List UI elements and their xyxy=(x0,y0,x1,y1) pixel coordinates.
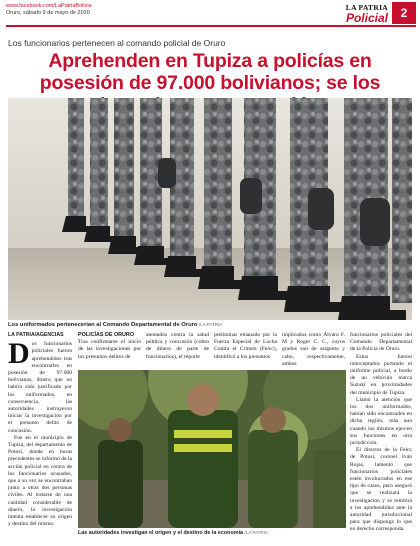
article-body xyxy=(8,332,412,542)
column-5: implicados como Álvaro F. M y Roger C. C., cuyos grados son de sargento y cabo, respectivamente, ambos xyxy=(282,332,345,367)
lead-text: os funcionarios policiales fueron aprehendidos tras encontrarles en posesión de 97.000 bolivianos, dinero que no habría sido justificado por los uniformados, en consecuencia, las autoridades instruyeron iniciar la investigación por el presunto delito de concusión. xyxy=(8,341,72,434)
secondary-photo-caption xyxy=(78,530,268,536)
secondary-photo-officers xyxy=(78,370,346,528)
page-number: 2 xyxy=(392,2,416,24)
lead-paragraph xyxy=(8,337,72,435)
web-link[interactable]: www.facebook.com/LaPatriaBolivia xyxy=(6,3,92,9)
drop-cap: D xyxy=(8,337,30,371)
column-2 xyxy=(78,332,141,361)
main-caption-credit: /LA PATRIA xyxy=(199,322,223,327)
column-2-text: Tras confirmarse el inicio de las investigaciones por los presuntos delitos de xyxy=(78,339,141,360)
brand xyxy=(346,3,388,24)
subheading-policias: POLICÍAS DE ORURO xyxy=(78,332,135,338)
column-6-p3: Llamó la atención que los dos uniformados, habían sido encontrados en dicha región, más aun cuando los mismos ejercen sus funciones en otra jurisdicción. xyxy=(350,396,412,447)
masthead-rule xyxy=(6,25,416,27)
headline: Aprehenden en Tupiza a policías en posesión de 97.000 bolivianos; se los xyxy=(39,50,381,94)
main-caption-text: Los uniformados pertenecerían al Comando Departamental de Oruro xyxy=(8,322,198,328)
secondary-caption-credit: /LA PATRIA xyxy=(244,530,268,535)
column-3: atentados contra la salud pública y concusión (cobro de dinero de parte de funcionarios), el reporte xyxy=(146,332,209,360)
kicker: Los funcionarios pertenecen al comando policial de Oruro xyxy=(8,38,226,48)
byline: LA PATRIA/AGENCIAS xyxy=(8,332,64,338)
column-6-p2: Estos fueron interceptados portando el uniforme policial, a bordo de un vehículo marca Suzuki en proximidades del municipio de Tupiza. xyxy=(350,353,412,396)
column-4: preliminar emanado por la Fuerza Especial de Lucha Contra el Crimen (Felcc), identificó a los presuntos xyxy=(214,332,277,360)
column-1 xyxy=(8,332,72,528)
masthead-info xyxy=(6,3,92,17)
main-photo-caption xyxy=(8,322,222,328)
issue-date: Oruro, sábado 9 de mayo de 2020 xyxy=(6,10,90,16)
paper-name: LA PATRIA xyxy=(345,3,388,12)
main-photo-soldiers-boots xyxy=(8,98,412,320)
paragraph-tupiza: Fue en el municipio de Tupiza, del departamento de Potosí, donde en horas precedentes se informó de la acción policial en contra de los funcionarios acusados, que a su vez se encontraban junto a otras dos personas civiles. Al tratarse de una cantidad considerable de dinero, la investigación intenta establecer su origen y destino del mismo. xyxy=(8,434,72,528)
column-6-p1: funcionarios policiales del Comando Departamental de la Policía de Oruro. xyxy=(350,332,412,353)
top-columns xyxy=(78,332,346,368)
column-6-p4: El director de la Felcc de Potosí, coronel Iván Rojas, lamentó que funcionarios policiales estén involucrados en ese tipo de casos, pero aseguró que se realizará la investigación y se remitirá a los aprehendidos ante la autoridad jurisdiccional para que disponga lo que en derecho corresponda. xyxy=(350,447,412,533)
masthead xyxy=(0,0,420,32)
column-6 xyxy=(350,332,412,534)
section-name: Policial xyxy=(345,11,388,25)
secondary-caption-text: Las autoridades investigan el origen y el destino de la economía xyxy=(78,530,244,536)
